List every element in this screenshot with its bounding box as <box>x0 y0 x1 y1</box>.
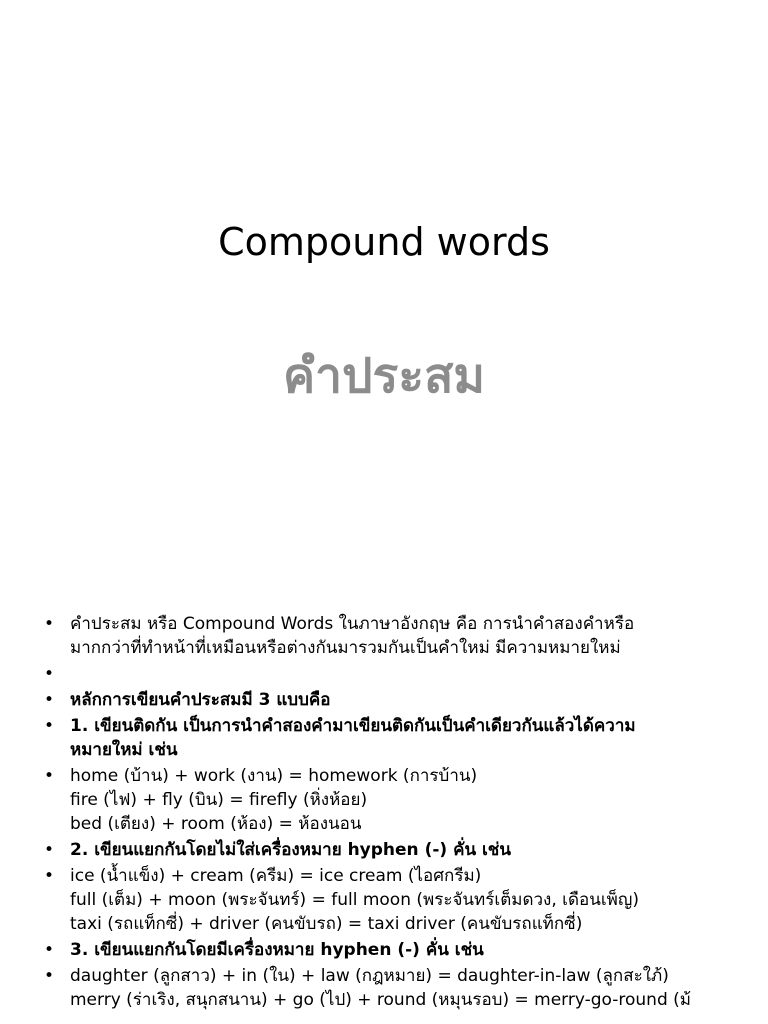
bullet-item <box>44 662 754 686</box>
bullet-dot-icon: • <box>44 690 55 710</box>
bullet-line: 3. เขียนแยกกันโดยมีเครื่องหมาย hyphen (-) คั่น เช่น <box>70 940 484 960</box>
bullet-dot-icon: • <box>44 866 55 886</box>
bullet-item <box>44 764 754 836</box>
bullet-item <box>44 964 754 1012</box>
bullet-text <box>70 964 754 1012</box>
bullet-item <box>44 688 754 712</box>
bullet-line: มากกว่าที่ทำหน้าที่เหมือนหรือต่างกันมารวมกันเป็นคำใหม่ มีความหมายใหม่ <box>70 638 621 658</box>
bullet-dot-icon: • <box>44 940 55 960</box>
bullet-line: taxi (รถแท็กซี่) + driver (คนขับรถ) = taxi driver (คนขับรถแท็กซี่) <box>70 914 583 934</box>
bullet-item <box>44 612 754 660</box>
bullet-dot-icon: • <box>44 716 55 736</box>
bullet-line: bed (เตียง) + room (ห้อง) = ห้องนอน <box>70 814 362 834</box>
bullet-text <box>70 612 754 660</box>
bullet-line: คำประสม หรือ Compound Words ในภาษาอังกฤษ คือ การนำคำสองคำหรือ <box>70 614 635 634</box>
slide-subtitle: คำประสม <box>282 348 486 404</box>
bullet-text <box>70 714 754 762</box>
bullet-text <box>70 662 754 686</box>
slide-title: Compound words <box>218 220 550 264</box>
bullet-item <box>44 864 754 936</box>
bullet-list <box>44 612 754 1014</box>
bullet-dot-icon: • <box>44 966 55 986</box>
bullet-line <box>70 662 754 686</box>
bullet-item <box>44 838 754 862</box>
bullet-line: home (บ้าน) + work (งาน) = homework (การบ้าน) <box>70 766 478 786</box>
bullet-line: หลักการเขียนคำประสมมี 3 แบบคือ <box>70 690 331 710</box>
bullet-text <box>70 764 754 836</box>
bullet-line: merry (ร่าเริง, สนุกสนาน) + go (ไป) + round (หมุนรอบ) = merry-go-round (ม้ <box>70 990 691 1010</box>
bullet-text <box>70 938 754 962</box>
bullet-line: ice (น้ำแข็ง) + cream (ครีม) = ice cream (ไอศกรีม) <box>70 866 482 886</box>
bullet-line: หมายใหม่ เช่น <box>70 740 178 760</box>
bullet-text <box>70 838 754 862</box>
bullet-line: 1. เขียนติดกัน เป็นการนำคำสองคำมาเขียนติดกันเป็นคำเดียวกันแล้วได้ความ <box>70 716 636 736</box>
bullet-item <box>44 938 754 962</box>
bullet-text <box>70 864 754 936</box>
bullet-line: fire (ไฟ) + fly (บิน) = firefly (หิ่งห้อย) <box>70 790 368 810</box>
bullet-dot-icon: • <box>44 614 55 634</box>
bullet-dot-icon: • <box>44 664 55 684</box>
bullet-line: 2. เขียนแยกกันโดยไม่ใส่เครื่องหมาย hyphen (-) คั่น เช่น <box>70 840 511 860</box>
bullet-text <box>70 688 754 712</box>
bullet-dot-icon: • <box>44 840 55 860</box>
bullet-line: full (เต็ม) + moon (พระจันทร์) = full moon (พระจันทร์เต็มดวง, เดือนเพ็ญ) <box>70 890 639 910</box>
bullet-line: daughter (ลูกสาว) + in (ใน) + law (กฎหมาย) = daughter-in-law (ลูกสะใภ้) <box>70 966 669 986</box>
bullet-item <box>44 714 754 762</box>
bullet-dot-icon: • <box>44 766 55 786</box>
